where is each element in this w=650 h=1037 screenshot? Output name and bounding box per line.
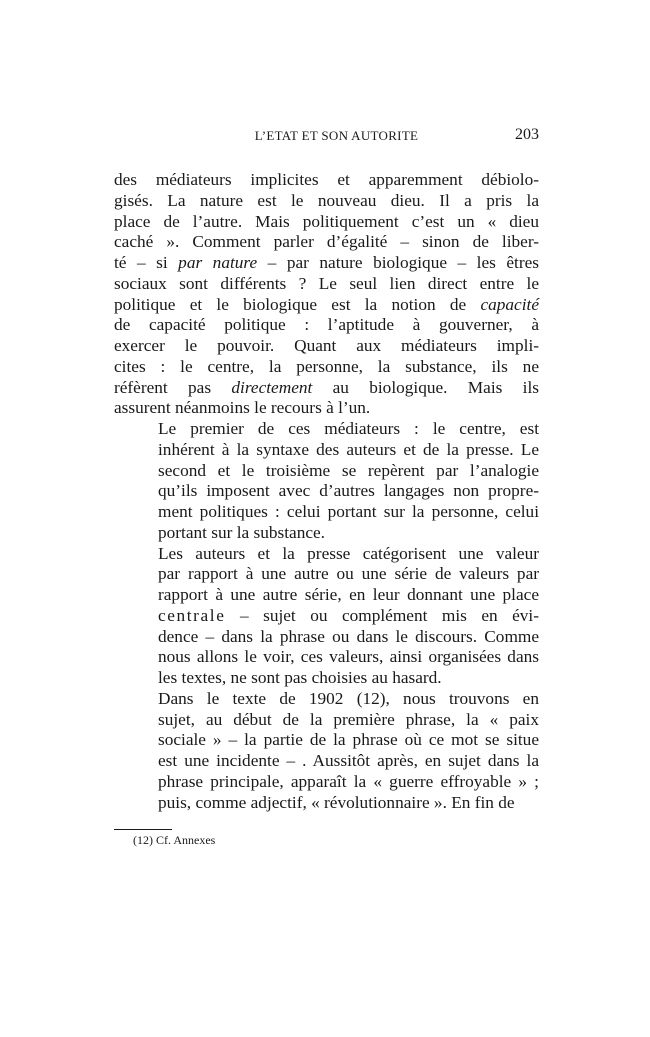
text-line: second et le troisième se repèrent par l’analogie [158,460,539,480]
text-line: est une incidente – . Aussitôt après, en sujet dans la [158,751,539,770]
text-line: caché ». Comment parler d’égalité – sinon de liber- [114,232,539,252]
text-line: Dans le texte de 1902 (12), nous trouvons en [158,688,539,708]
footnote-divider [114,829,172,830]
text-line: inhérent à la syntaxe des auteurs et de la presse. Le [158,439,539,459]
paragraph [114,544,539,689]
text-line: gisés. La nature est le nouveau dieu. Il a pris la [114,190,539,210]
running-title: L’ETAT ET SON AUTORITE [254,128,419,143]
text-line: par rapport à une autre ou une série de valeurs par [158,564,539,584]
body-text [114,170,539,813]
text-line: place de l’autre. Mais politiquement c’est un « dieu [114,211,539,231]
text-line: sociaux sont différents ? Le seul lien direct entre le [114,273,539,293]
footnote: (12) Cf. Annexes [133,833,216,847]
text-line: des médiateurs implicites et apparemment débiolo- [114,170,539,189]
emphasis: par nature [178,253,258,272]
text-line: té – si par nature – par nature biologique – les êtres [114,253,539,272]
text-line: nous allons le voir, ces valeurs, ainsi organisées dans [158,647,539,667]
text-line: sujet, au début de la première phrase, la « paix [158,709,539,729]
emphasis: capacité [480,294,539,314]
text-line: de capacité politique : l’aptitude à gouverner, à [114,315,539,335]
text-line: Les auteurs et la presse catégorisent une valeur [158,543,539,563]
text-line: exercer le pouvoir. Quant aux médiateurs impli- [114,336,539,355]
page-number: 203 [515,126,539,143]
paragraph [114,689,539,814]
text-line: ment politiques : celui portant sur la personne, celui [158,502,539,521]
text-line: Le premier de ces médiateurs : le centre, est [158,419,539,438]
page-header [114,128,539,150]
text-line: assurent néanmoins le recours à l’un. [114,398,371,418]
text-line: centrale – sujet ou complément mis en évi- [158,605,539,625]
text-line: les textes, ne sont pas choisies au hasard. [158,668,442,687]
text-line: portant sur la substance. [158,522,326,542]
text-line: cites : le centre, la personne, la substance, ils ne [114,356,539,376]
text-line: rapport à une autre série, en leur donnant une place [158,585,539,604]
text-line: qu’ils imposent avec d’autres langages non propre- [158,481,539,501]
text-line: puis, comme adjectif, « révolutionnaire ». En fin de [158,792,515,812]
paragraph [114,419,539,544]
spaced-emphasis: centrale [158,605,226,625]
text-line: sociale » – la partie de la phrase où ce mot se situe [158,730,539,750]
emphasis: directement [231,377,313,397]
text-line: dence – dans la phrase ou dans le discours. Comme [158,626,539,646]
text-line: phrase principale, apparaît la « guerre effroyable » ; [158,771,539,791]
text-line: réfèrent pas directement au biologique. Mais ils [114,377,539,397]
text-line: politique et le biologique est la notion de capacité [114,294,539,314]
paragraph [114,170,539,419]
